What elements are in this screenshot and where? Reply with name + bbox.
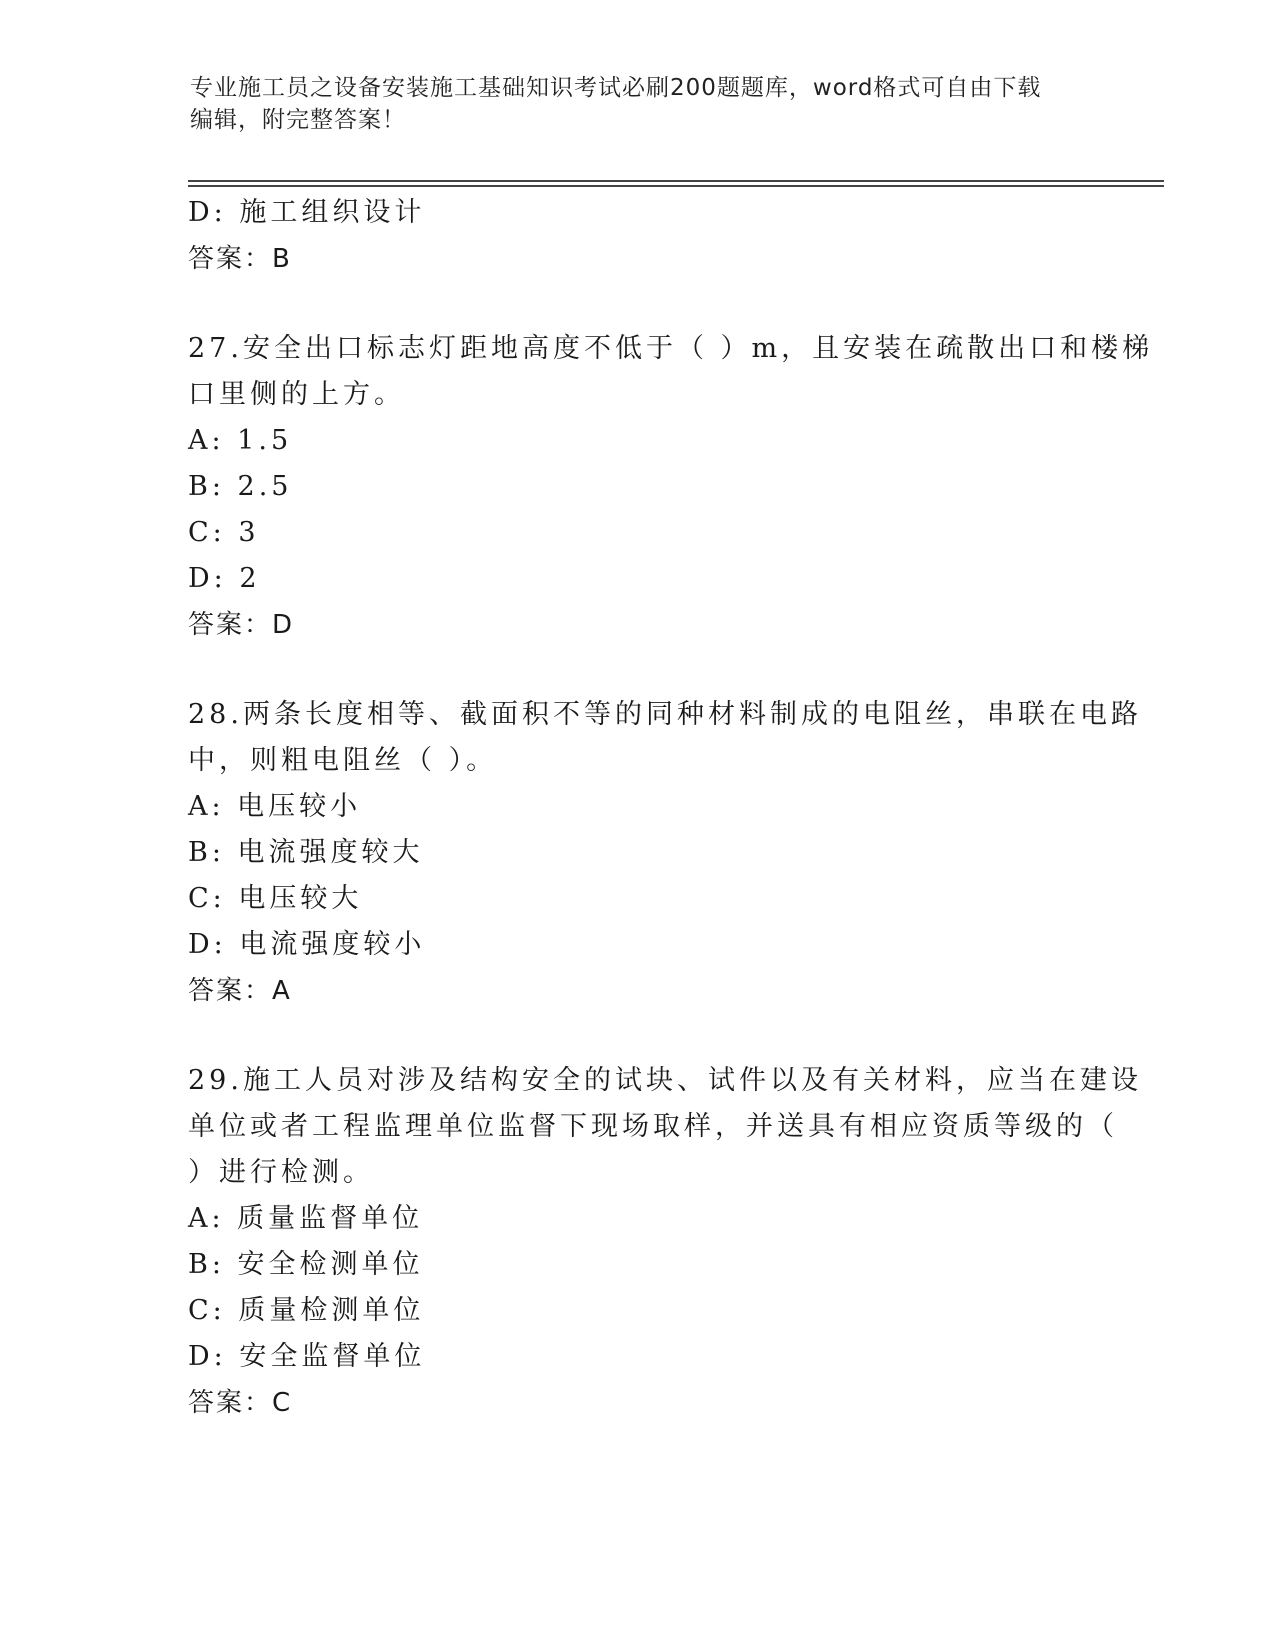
question-stem: [188, 692, 1142, 784]
header-line-1: 专业施工员之设备安装施工基础知识考试必刷200题题库，word格式可自由下载: [190, 75, 1042, 101]
option-c: C: 质量检测单位: [188, 1295, 425, 1326]
option-d: D: 施工组织设计: [188, 197, 426, 228]
stem-line: 单位或者工程监理单位监督下现场取样，并送具有相应资质等级的（: [188, 1111, 1118, 1142]
stem-line: 29.施工人员对涉及结构安全的试块、试件以及有关材料，应当在建设: [188, 1065, 1142, 1096]
question-stem: [188, 1058, 1142, 1196]
option-c: C: 电压较大: [188, 883, 363, 914]
option-b: B: 安全检测单位: [188, 1249, 424, 1280]
previous-question-tail: [188, 190, 1088, 282]
stem-line: 28.两条长度相等、截面积不等的同种材料制成的电阻丝，串联在电路: [188, 699, 1142, 730]
document-body: [188, 190, 1154, 1426]
option-d: D: 安全监督单位: [188, 1341, 426, 1372]
document-header: [190, 72, 1090, 136]
question-27: [188, 326, 1154, 648]
stem-line: 27.安全出口标志灯距地高度不低于（ ）m，且安装在疏散出口和楼梯: [188, 333, 1154, 364]
stem-line: ）进行检测。: [188, 1157, 374, 1188]
question-28: [188, 692, 1142, 1014]
stem-line: 中，则粗电阻丝（ ）。: [188, 745, 498, 776]
question-29: [188, 1058, 1142, 1426]
stem-line: 口里侧的上方。: [188, 379, 405, 410]
answer-line: 答案：D: [188, 610, 295, 640]
option-d: D: 电流强度较小: [188, 929, 426, 960]
question-stem: [188, 326, 1154, 418]
answer-line: 答案：B: [188, 244, 292, 274]
option-b: B: 电流强度较大: [188, 837, 424, 868]
option-a: A: 质量监督单位: [188, 1203, 424, 1234]
option-b: B: 2.5: [188, 471, 293, 502]
answer-line: 答案：C: [188, 1388, 293, 1418]
header-divider-top: [188, 180, 1164, 182]
option-a: A: 电压较小: [188, 791, 362, 822]
header-divider-bottom: [188, 185, 1164, 187]
option-c: C: 3: [188, 517, 260, 548]
answer-line: 答案：A: [188, 976, 292, 1006]
option-d: D: 2: [188, 563, 261, 594]
option-a: A: 1.5: [188, 425, 293, 456]
header-line-2: 编辑，附完整答案！: [190, 107, 406, 133]
